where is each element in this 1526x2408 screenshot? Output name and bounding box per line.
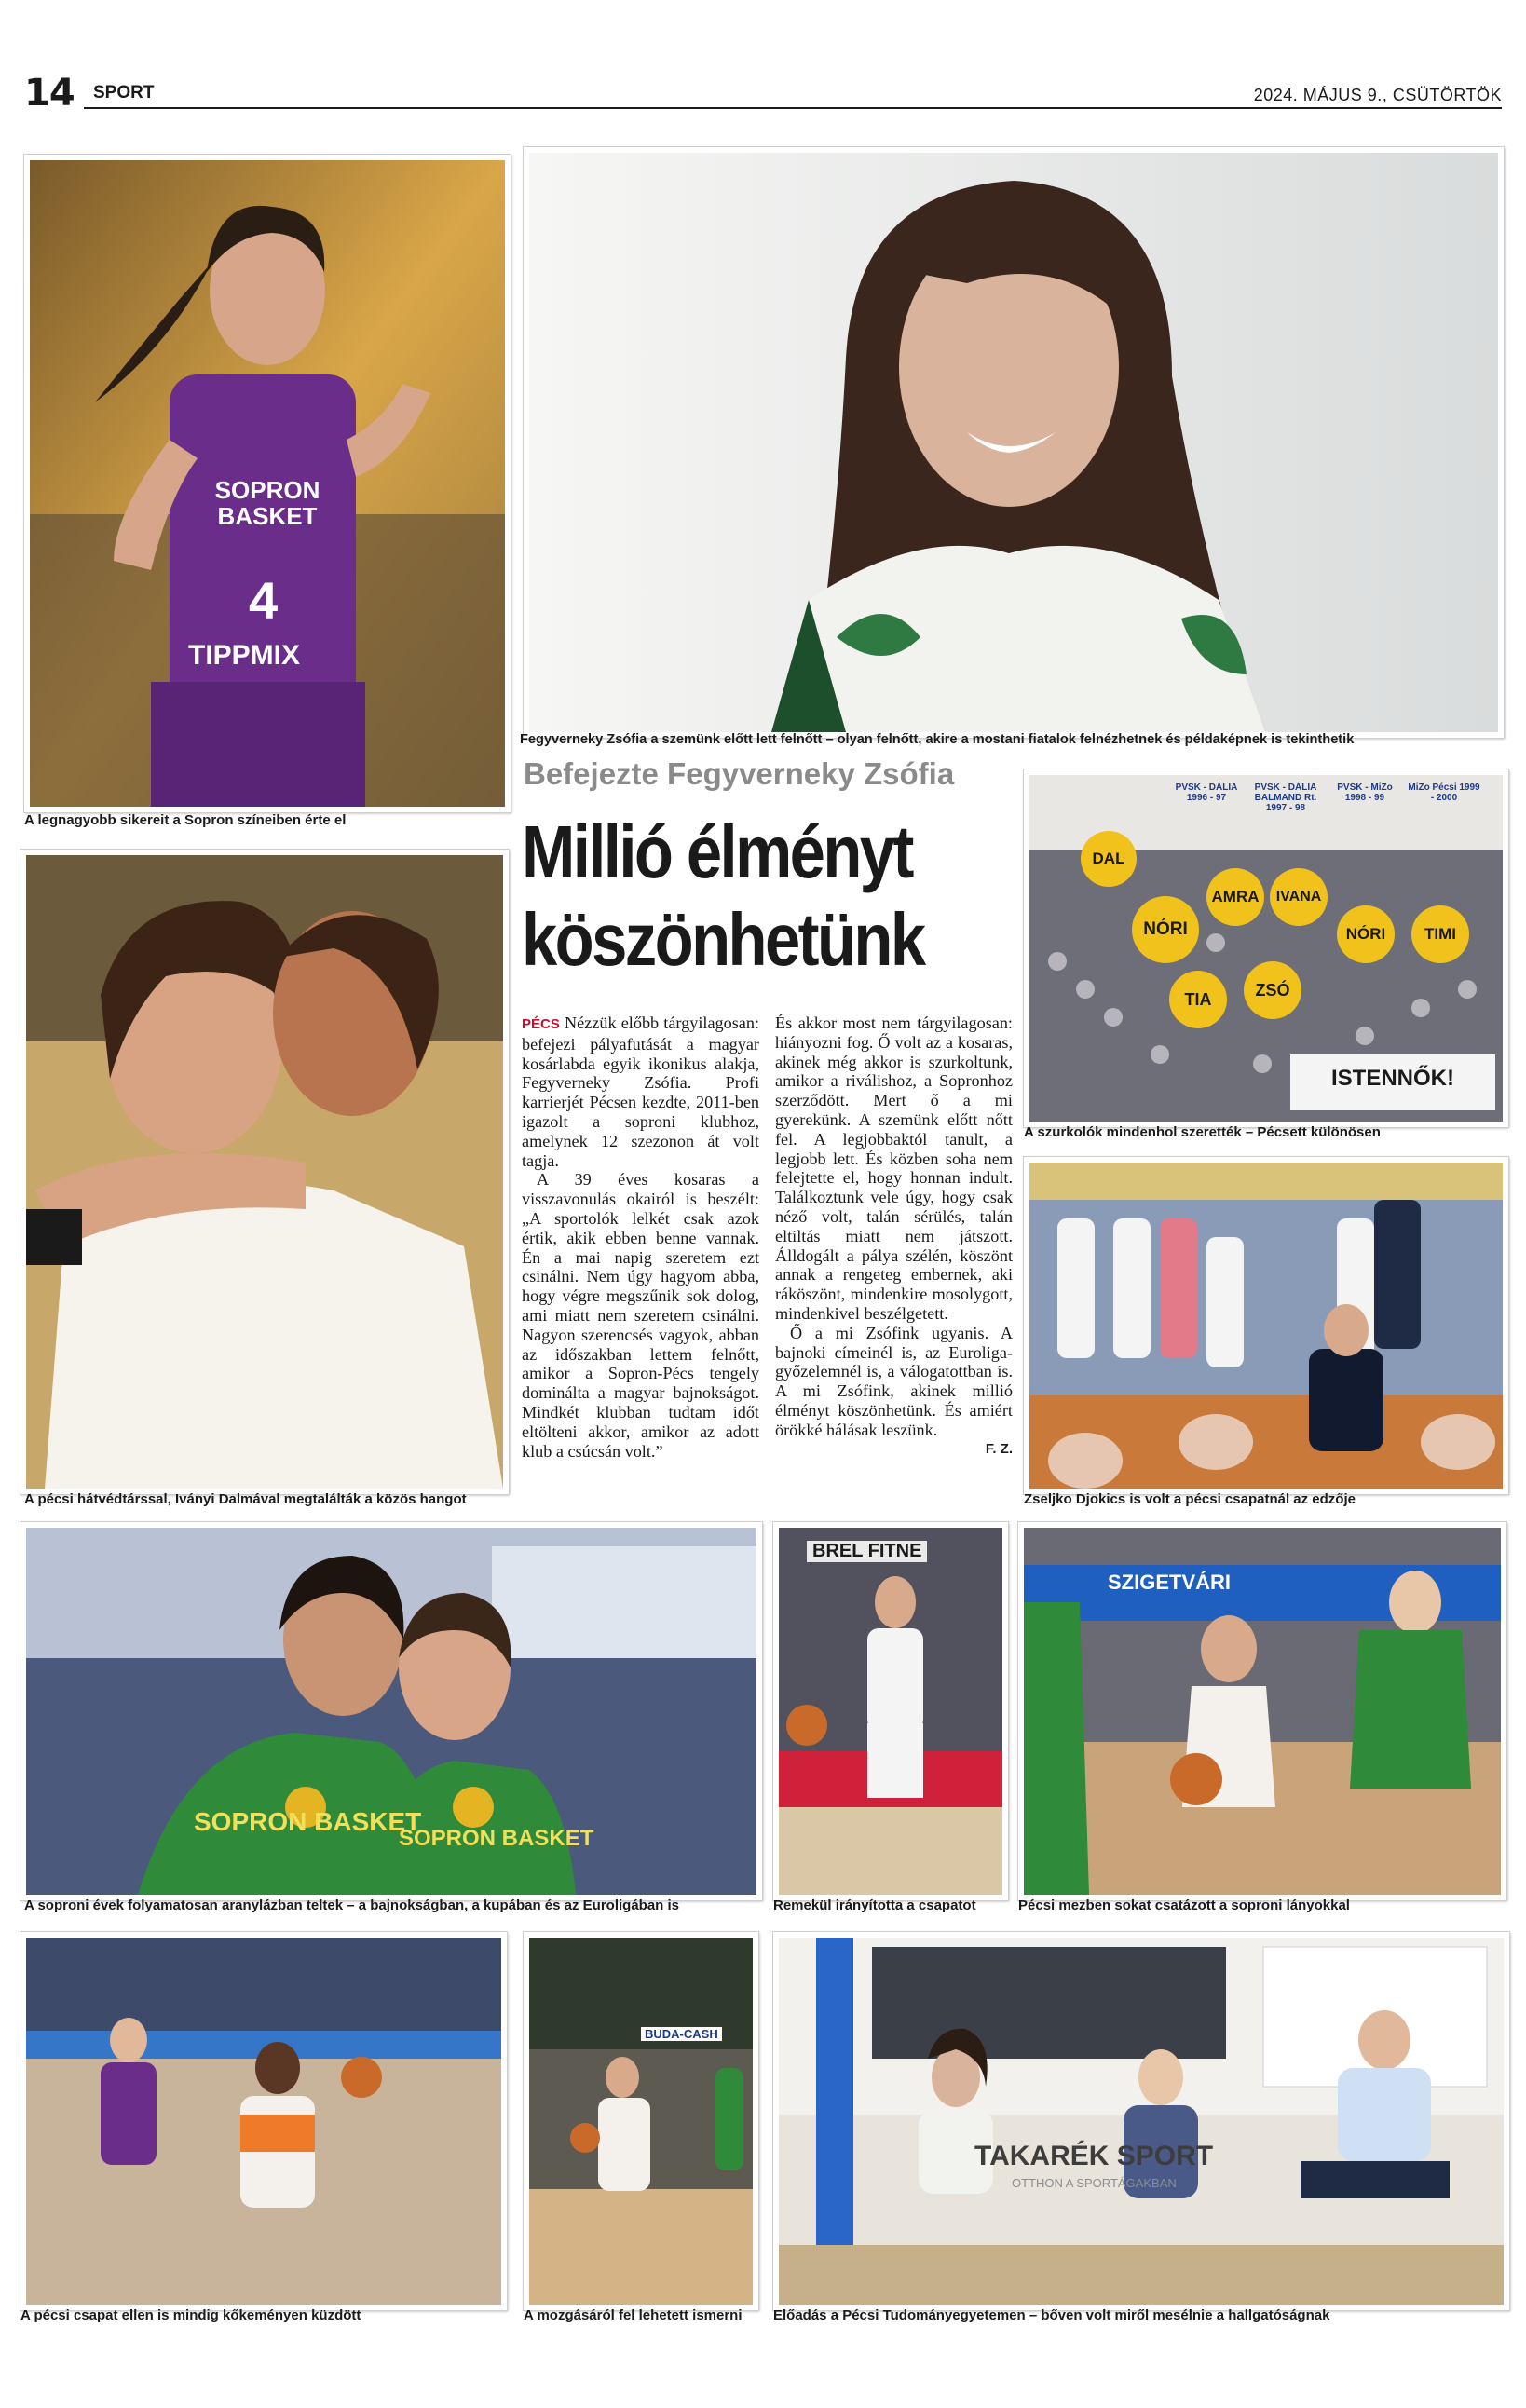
article-paragraph: PÉCS Nézzük előbb tárgyilagosan: befejezi pályafutását a magyar kosárlabda egyik ikonikus alakja, Fegyverneky Zsófia. Profi karrierjét Pécsen kezdte, 2011-ben igazolt a soproni klubhoz, amelynek 12 szezonon át volt tagja. [522, 1014, 760, 1170]
caption-4: A szurkolók mindenhol szerették – Pécsett különösen [1024, 1124, 1381, 1140]
jersey-number: 4 [249, 571, 279, 630]
caption-5: Zseljko Djokics is volt a pécsi csapatnál az edzője [1024, 1491, 1356, 1507]
article-kicker: Befejezte Fegyverneky Zsófia [524, 756, 955, 791]
photo-movement [524, 1932, 758, 2310]
caption-1: A legnagyobb sikereit a Sopron színeiben érte el [24, 812, 347, 828]
jersey-text: SOPRON BASKET [194, 1807, 422, 1836]
fan-sign-banner: ISTENNŐK! [1331, 1066, 1454, 1091]
photo-point-guard [773, 1522, 1008, 1900]
fan-sign: TIA [1169, 971, 1227, 1028]
photo-pecs-vs-sopron [1018, 1522, 1506, 1900]
banner-1: PVSK - DÁLIA 1996 - 97 [1175, 782, 1238, 803]
photo-against-pecs [20, 1932, 507, 2310]
photo-portrait [524, 147, 1504, 738]
fan-sign: AMRA [1206, 868, 1264, 926]
article-paragraph: Ő a mi Zsófink ugyanis. A bajnoki címeinél is, az Euroliga-győzelemnél is, a válogatottban is. A mi Zsófink, akinek millió élményt köszönhetünk. És amiért örökké hálásak leszünk. [775, 1323, 1013, 1439]
photo-lecture [773, 1932, 1509, 2310]
caption-2: Fegyverneky Zsófia a szemünk előtt lett felnőtt – olyan felnőtt, akire a mostani fiatalok felnézhetnek és példaképnek is tekinthetik [520, 732, 1355, 747]
photo-coach-huddle [1024, 1157, 1508, 1494]
header-rule [84, 107, 1502, 109]
article-paragraph: A 39 éves kosaras a visszavonulás okairól is beszélt: „A sportolók lelkét csak azok értik, akik ebben benne vannak. Én a mai napig szeretem ezt csinálni. Nem úgy hagyom abba, hogy végre megszűnik sok dolog, ami miatt nem szeretem csinálni. Nagyon szerencsés vagyok, abban az időszakban lettem felnőtt, amikor a Sopron-Pécs tengely dominálta a magyar bajnokságot. Mindkét klubban tudtam időt eltölteni akkor, amikor az adott klub a csúcsán volt.” [522, 1170, 759, 1461]
article-headline: Millió élményt köszönhetünk [522, 810, 924, 981]
fitness-banner: BREL FITNE [807, 1541, 927, 1562]
article-column-1 [522, 1014, 759, 1461]
fan-sign: DAL [1081, 831, 1137, 887]
court-banner: BUDA-CASH [641, 2027, 722, 2041]
wall-banner: TAKARÉK SPORT [974, 2141, 1214, 2171]
fan-sign: NÓRI [1132, 896, 1199, 963]
caption-8: Pécsi mezben sokat csatázott a soproni lányokkal [1018, 1898, 1350, 1913]
fan-sign: TIMI [1411, 905, 1469, 963]
banner-2: PVSK - DÁLIA BALMAND Rt. 1997 - 98 [1254, 782, 1317, 813]
article-signature: F. Z. [985, 1440, 1013, 1457]
fan-sign: NÓRI [1337, 905, 1395, 963]
article-paragraph: És akkor most nem tárgyilagosan: hiányozni fog. Ő volt az a kosaras, akinek még akkor is szurkoltunk, amikor a riválishoz, a Sopronhoz szerződött. Mert ő a mi gyerekünk. A szemünk előtt nőtt fel. A legjobbaktól tanult, a legjobb lett. És közben soha nem felejtette el, hogy honnan indult. Találkoztunk vele úgy, hogy csak néző volt, talán sérülés, talán eltiltás miatt nem játszott. Álldogált a pálya szélén, köszönt annak a rengeteg embernek, aki ráköszönt, mindenkire mosolygott, mindenkivel beszélgetett. [775, 1014, 1013, 1323]
jersey-text: SOPRON BASKET [214, 476, 320, 530]
photo-fans [1024, 769, 1508, 1127]
article-place: PÉCS [522, 1016, 560, 1032]
jersey-sponsor: TIPPMIX [188, 640, 301, 671]
caption-3: A pécsi hátvédtárssal, Iványi Dalmával megtalálták a közös hangot [24, 1491, 467, 1507]
article-column-2 [775, 1014, 1013, 1459]
section-name: SPORT [93, 83, 155, 102]
bank-banner: SZIGETVÁRI [1108, 1571, 1232, 1594]
caption-7: Remekül irányította a csapatot [773, 1898, 976, 1913]
caption-10: A mozgásáról fel lehetett ismerni [524, 2307, 743, 2323]
photo-gold-medals [20, 1522, 762, 1900]
jersey-text: SOPRON BASKET [399, 1826, 594, 1851]
banner-3: PVSK - MiZo 1998 - 99 [1337, 782, 1393, 803]
caption-9: A pécsi csapat ellen is mindig kőkeményen küzdött [20, 2307, 361, 2323]
caption-11: Előadás a Pécsi Tudományegyetemen – bőven volt miről mesélnie a hallgatóságnak [773, 2307, 1330, 2323]
banner-4: MiZo Pécsi 1999 - 2000 [1408, 782, 1480, 803]
issue-date: 2024. MÁJUS 9., CSÜTÖRTÖK [1253, 86, 1502, 104]
caption-6: A soproni évek folyamatosan aranylázban teltek – a bajnokságban, a kupában és az Euroligában is [24, 1898, 680, 1913]
fan-sign: IVANA [1270, 868, 1328, 926]
fan-sign: ZSÓ [1244, 961, 1301, 1019]
photo-sopron-player [24, 155, 511, 812]
photo-hug [20, 850, 509, 1494]
wall-subtitle: OTTHON A SPORTÁGAKBAN [1012, 2176, 1177, 2190]
page-number: 14 [24, 72, 75, 115]
